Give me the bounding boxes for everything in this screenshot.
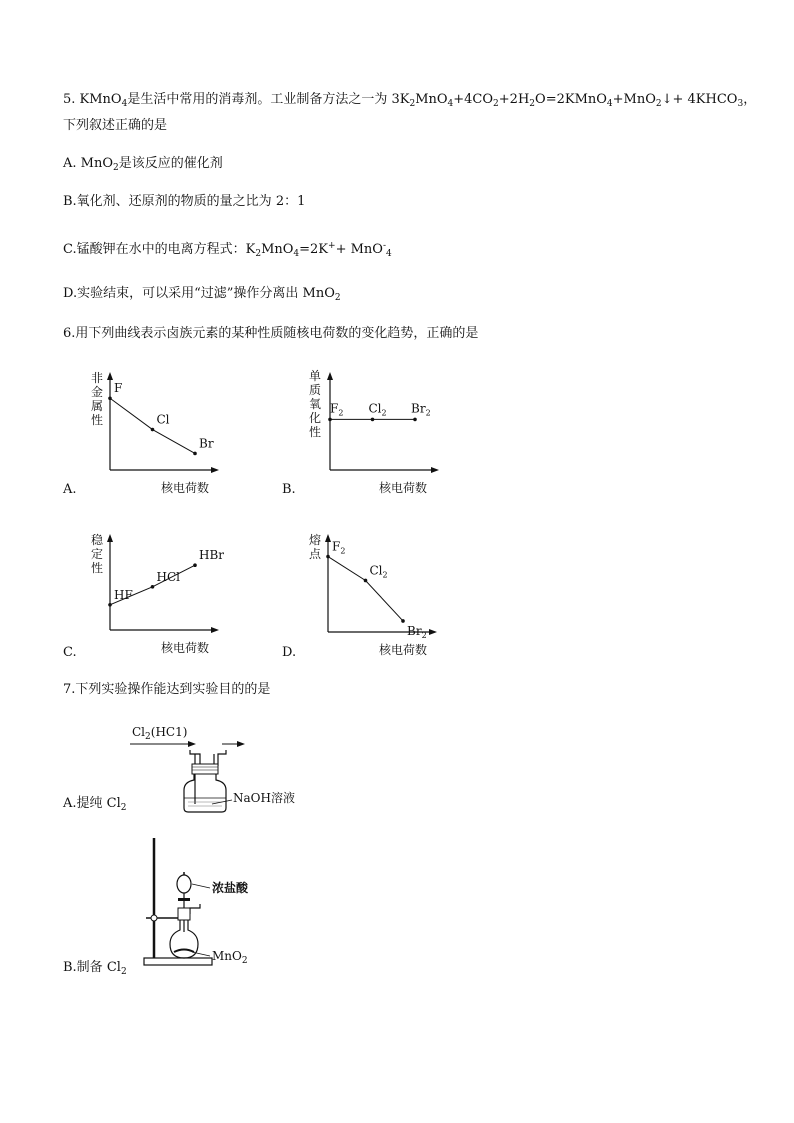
q6-chart-a-letter: A. [63,482,77,497]
chart-point [108,603,112,607]
q6-chart-d [303,530,453,660]
chart-point-label: Br [199,436,214,451]
chart-point [326,555,330,559]
chart-point [371,418,375,422]
q7-b-flask-stopper [178,908,190,920]
chart-a-y-label [91,370,103,427]
chart-b-y-label-char: 质 [309,383,322,397]
chart-point [193,452,197,456]
chart-point-label: $F_2$ [332,539,346,556]
q6-chart-a [85,368,235,498]
chart-point-label: $Br_2$ [407,623,427,640]
chart-b-y-label-char: 化 [309,411,322,425]
q5-stem-line2: 下列叙述正确的是 [63,118,168,133]
chart-a-x-label: 核电荷数 [161,481,210,495]
chart-a-y-label-char: 非 [91,371,104,385]
chart-a-y-label-char: 属 [91,399,104,413]
chart-point [401,619,405,623]
q7-a-solution-label: NaOH溶液 [233,791,295,805]
chart-point-label: $Br_2$ [411,401,431,418]
q7-option-b: B.制备 $Cl_2$ [63,960,127,977]
q7-b-solid-layer [174,950,194,953]
q5-option-a: A. MnO$_2$是该反应的催化剂 [63,156,223,173]
chart-c-x-label: 核电荷数 [161,641,210,655]
chart-point [193,563,197,567]
q7-b-stopcock [178,898,190,901]
chart-b-y-label-char: 氧 [309,397,322,411]
chart-point-label: $Cl_2$ [368,401,387,418]
chart-point-label: $F_2$ [330,401,344,418]
q7-a-stopper [192,764,218,774]
chart-point [328,418,332,422]
chart-c-y-arrow [107,534,113,542]
q7-b-acid-label: 浓盐酸 [212,881,249,895]
chart-point [151,428,155,432]
chart-d-y-label-char: 点 [309,547,322,561]
chart-point [364,579,368,583]
chart-d-x-arrow [429,629,437,635]
chart-c-x-arrow [211,627,219,633]
q6-chart-c-letter: C. [63,645,77,660]
chart-b-x-arrow [431,467,439,473]
q7-a-bottle [184,774,226,812]
q7-b-acid-leader [192,884,210,888]
q7-b-stand-base [144,958,212,965]
q7-b-chlorine-generator [140,832,290,972]
q5-option-c: C.锰酸钾在水中的电离方程式：$K_2MnO_4=2K^++ MnO^-_4$ [63,241,392,259]
q7-option-a: A.提纯 $Cl_2$ [63,796,127,813]
q7-a-gas-label: $Cl_2(HC1)$ [132,725,188,742]
chart-point-label: Cl [156,412,170,427]
chart-point-label: HF [114,587,133,602]
chart-c-y-label-char: 性 [91,561,104,575]
chart-d-series-line [328,557,403,621]
q7-a-outlet-tube [218,750,226,766]
q6-chart-b [303,366,453,498]
q7-b-clamp-boss [151,915,157,921]
q6-stem: 6.用下列曲线表示卤族元素的某种性质随核电荷数的变化趋势，正确的是 [63,326,479,341]
q6-chart-c [85,530,235,660]
chart-d-y-arrow [325,534,331,542]
q7-stem: 7.下列实验操作能达到实验目的的是 [63,682,271,697]
chart-point [413,418,417,422]
q5-option-d: D.实验结束，可以采用“过滤”操作分离出 MnO$_2$ [63,286,341,303]
chart-b-y-label-char: 性 [309,425,322,439]
chart-point-label: HBr [199,548,225,563]
chart-a-y-label-char: 金 [91,385,104,399]
chart-b-y-label [309,369,321,439]
q5-stem-line1: 5. KMnO$_4$是生活中常用的消毒剂。工业制备方法之一为 $3K_2MnO_4+4CO_2+2H_2O=2KMnO_4+MnO_2↓+$ $4KHCO_3$， [63,92,757,109]
chart-b-x-label: 核电荷数 [379,481,428,495]
chart-a-y-label-char: 性 [91,413,104,427]
q7-b-separatory-funnel [177,875,191,893]
chart-c-y-label-char: 稳 [91,533,104,547]
chart-a-x-arrow [211,467,219,473]
chart-d-x-label: 核电荷数 [379,643,428,657]
chart-d-y-label [309,532,322,561]
chart-d-y-label-char: 熔 [309,533,322,547]
q6-chart-b-letter: B. [282,482,296,497]
q7-b-solid-label: MnO$_2$ [212,949,248,966]
chart-point-label: F [114,381,123,396]
chart-point-label: $Cl_2$ [369,563,388,580]
chart-a-y-arrow [107,372,113,380]
q7-a-gas-washing-bottle [126,722,301,817]
q6-chart-d-letter: D. [282,645,297,660]
chart-point-label: HCl [156,569,180,584]
q7-b-outlet-tube [190,904,200,914]
q5-option-b: B.氧化剂、还原剂的物质的量之比为 2：1 [63,194,306,209]
chart-a-series-line [110,398,195,453]
q7-a-outlet-arrow-head [237,741,245,747]
chart-c-y-label [91,533,104,575]
chart-point [108,396,112,400]
chart-b-y-label-char: 单 [309,369,322,383]
chart-c-y-label-char: 定 [91,547,104,561]
chart-point [151,585,155,589]
q7-a-inlet-arrow-head [188,741,196,747]
chart-b-y-arrow [327,372,333,380]
